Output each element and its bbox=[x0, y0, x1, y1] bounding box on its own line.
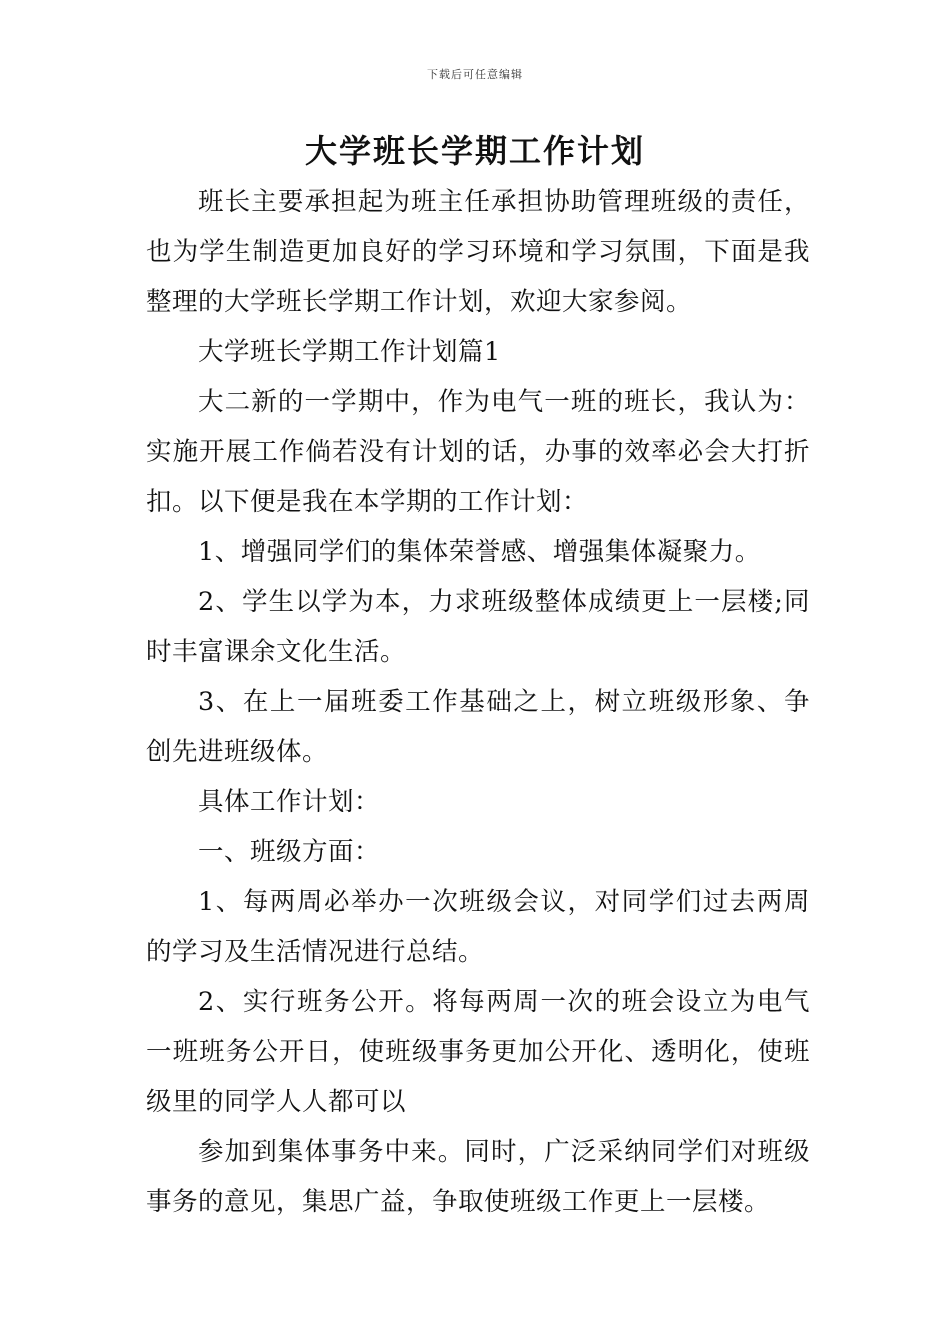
paragraph-opening: 大二新的一学期中，作为电气一班的班长，我认为：实施开展工作倘若没有计划的话，办事的效率必会大打折扣。以下便是我在本学期的工作计划： bbox=[146, 387, 810, 517]
paragraph-class-item-2: 2、实行班务公开。将每两周一次的班会设立为电气一班班务公开日，使班级事务更加公开化、透明化，使班级里的同学人人都可以 bbox=[146, 987, 810, 1117]
paragraph-class-item-2-cont: 参加到集体事务中来。同时，广泛采纳同学们对班级事务的意见，集思广益，争取使班级工作更上一层楼。 bbox=[146, 1137, 810, 1217]
paragraph-goal-3: 3、在上一届班委工作基础之上，树立班级形象、争创先进班级体。 bbox=[146, 687, 810, 767]
header-note: 下载后可任意编辑 bbox=[427, 68, 523, 81]
paragraph-goal-2: 2、学生以学为本，力求班级整体成绩更上一层楼;同时丰富课余文化生活。 bbox=[146, 587, 810, 667]
paragraph-section-heading: 大学班长学期工作计划篇1 bbox=[198, 337, 501, 367]
document-body bbox=[146, 177, 810, 1227]
paragraph-intro: 班长主要承担起为班主任承担协助管理班级的责任，也为学生制造更加良好的学习环境和学习氛围，下面是我整理的大学班长学期工作计划，欢迎大家参阅。 bbox=[146, 187, 810, 317]
paragraph-goal-1: 1、增强同学们的集体荣誉感、增强集体凝聚力。 bbox=[198, 537, 761, 567]
document-title: 大学班长学期工作计划 bbox=[304, 132, 645, 170]
paragraph-plan-heading: 具体工作计划： bbox=[198, 787, 381, 817]
paragraph-class-heading: 一、班级方面： bbox=[198, 837, 381, 867]
paragraph-class-item-1: 1、每两周必举办一次班级会议，对同学们过去两周的学习及生活情况进行总结。 bbox=[146, 887, 810, 967]
